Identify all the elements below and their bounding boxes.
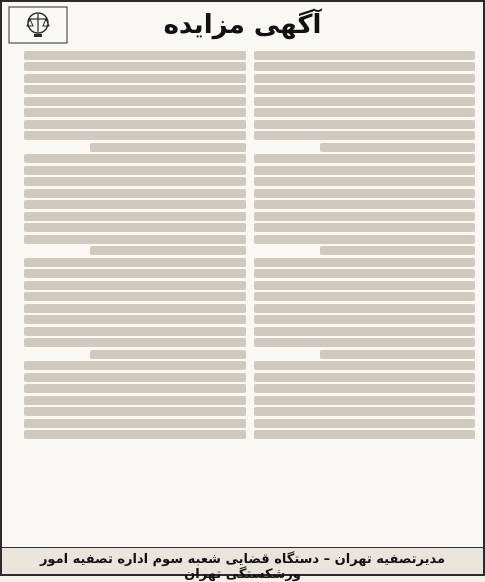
notice-text-line-placeholder (24, 384, 246, 393)
notice-text-line-placeholder (254, 384, 476, 393)
notice-text-line-placeholder (320, 246, 475, 255)
notice-footer-text: مدیرتصفیه تهران – دستگاه قضایی شعبه سوم اداره تصفیه امور ورشکستگی تهران (39, 552, 446, 582)
notice-text-line-placeholder (254, 361, 476, 370)
notice-text-line-placeholder (24, 97, 246, 106)
notice-text-line-placeholder (254, 292, 476, 301)
notice-text-line-placeholder (254, 74, 476, 83)
notice-text-line-placeholder (24, 223, 246, 232)
notice-text-line-placeholder (254, 62, 476, 71)
notice-text-line-placeholder (254, 304, 476, 313)
notice-text-line-placeholder (24, 430, 246, 439)
notice-text-line-placeholder (24, 74, 246, 83)
notice-column-right (254, 48, 476, 546)
notice-footer (2, 547, 483, 582)
notice-text-line-placeholder (24, 338, 246, 347)
notice-text-line-placeholder (90, 350, 245, 359)
notice-text-line-placeholder (24, 120, 246, 129)
notice-text-line-placeholder (24, 166, 246, 175)
notice-text-line-placeholder (254, 419, 476, 428)
notice-text-line-placeholder (254, 120, 476, 129)
notice-text-line-placeholder (254, 373, 476, 382)
notice-text-line-placeholder (254, 315, 476, 324)
notice-text-line-placeholder (24, 419, 246, 428)
notice-text-line-placeholder (254, 269, 476, 278)
notice-text-line-placeholder (254, 200, 476, 209)
notice-text-line-placeholder (254, 177, 476, 186)
notice-text-line-placeholder (24, 304, 246, 313)
notice-text-line-placeholder (24, 235, 246, 244)
notice-text-line-placeholder (24, 212, 246, 221)
notice-text-line-placeholder (254, 154, 476, 163)
notice-text-line-placeholder (24, 269, 246, 278)
notice-title: آگهی مزایده (163, 10, 322, 40)
notice-text-line-placeholder (24, 85, 246, 94)
notice-text-line-placeholder (24, 258, 246, 267)
notice-text-line-placeholder (24, 154, 246, 163)
notice-text-line-placeholder (24, 200, 246, 209)
notice-text-line-placeholder (90, 246, 245, 255)
notice-text-line-placeholder (24, 361, 246, 370)
notice-text-line-placeholder (254, 396, 476, 405)
notice-text-line-placeholder (24, 327, 246, 336)
notice-text-line-placeholder (24, 131, 246, 140)
notice-text-line-placeholder (254, 327, 476, 336)
notice-text-line-placeholder (24, 315, 246, 324)
notice-text-line-placeholder (254, 108, 476, 117)
notice-text-line-placeholder (24, 108, 246, 117)
notice-text-line-placeholder (254, 51, 476, 60)
notice-text-line-placeholder (24, 62, 246, 71)
notice-text-line-placeholder (24, 373, 246, 382)
notice-column-left (24, 48, 246, 546)
notice-text-line-placeholder (24, 292, 246, 301)
notice-text-line-placeholder (254, 430, 476, 439)
notice-text-line-placeholder (24, 407, 246, 416)
notice-text-line-placeholder (24, 281, 246, 290)
notice-text-line-placeholder (254, 258, 476, 267)
notice-text-line-placeholder (320, 350, 475, 359)
notice-text-line-placeholder (254, 97, 476, 106)
notice-text-line-placeholder (254, 407, 476, 416)
notice-text-line-placeholder (254, 223, 476, 232)
notice-text-line-placeholder (254, 189, 476, 198)
notice-text-line-placeholder (254, 131, 476, 140)
notice-side-code (4, 172, 18, 472)
notice-text-line-placeholder (24, 189, 246, 198)
notice-text-line-placeholder (254, 166, 476, 175)
notice-text-line-placeholder (254, 212, 476, 221)
notice-text-line-placeholder (320, 143, 475, 152)
notice-text-line-placeholder (254, 338, 476, 347)
notice-text-line-placeholder (24, 396, 246, 405)
notice-text-line-placeholder (24, 177, 246, 186)
notice-text-line-placeholder (254, 85, 476, 94)
judiciary-emblem-icon (8, 6, 68, 44)
notice-text-line-placeholder (90, 143, 245, 152)
notice-header (2, 2, 483, 46)
notice-body (24, 48, 475, 546)
notice-text-line-placeholder (254, 281, 476, 290)
notice-text-line-placeholder (254, 235, 476, 244)
notice-text-line-placeholder (24, 51, 246, 60)
